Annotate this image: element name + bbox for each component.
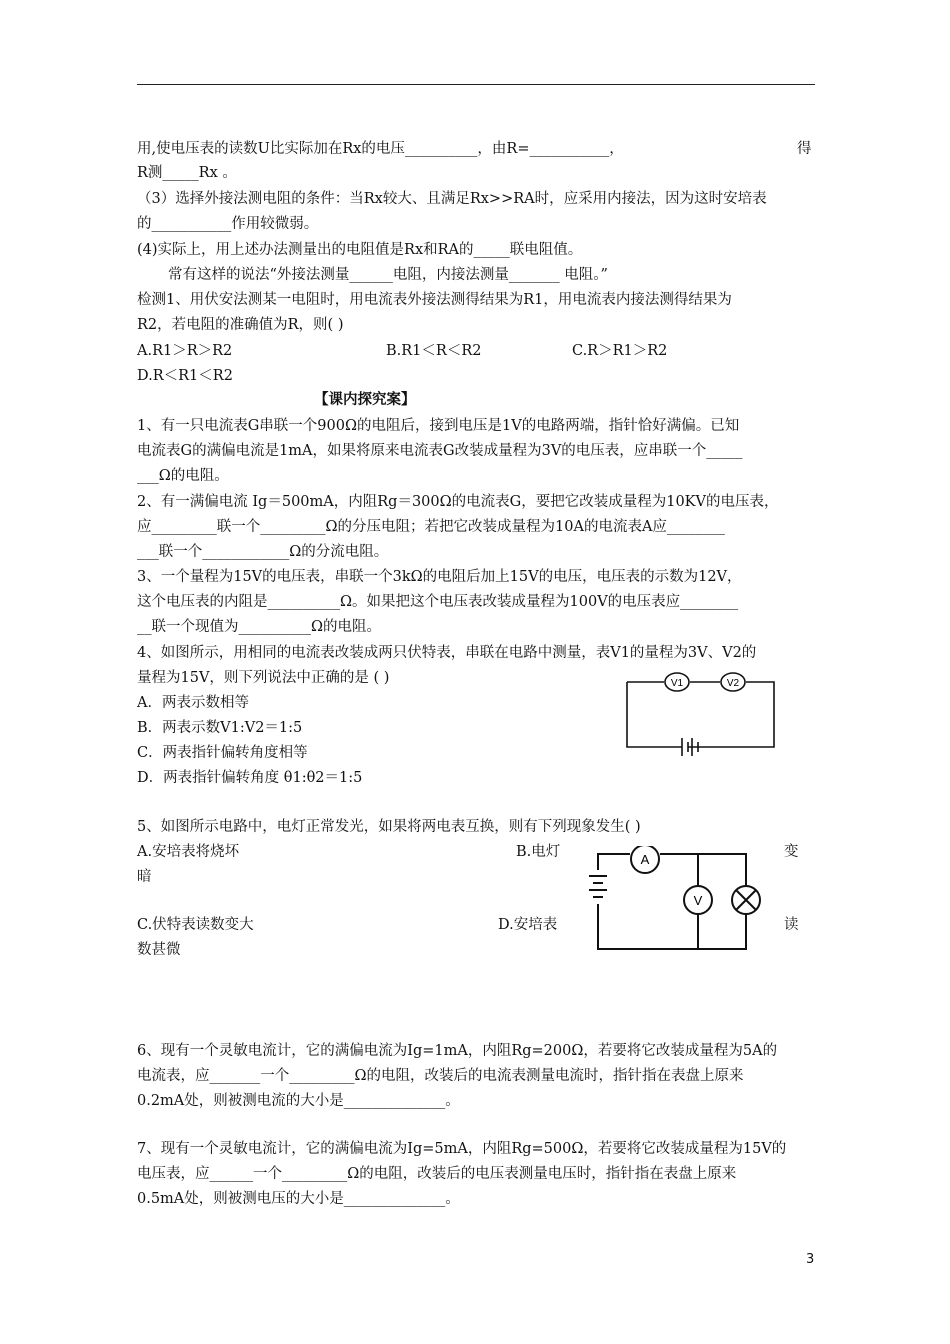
text-line: 应_________联一个_________Ω的分压电阻；若把它改装成量程为10A的电流表A应________ xyxy=(137,519,725,535)
text-line: R2，若电阻的准确值为R，则( ) xyxy=(137,317,344,333)
text-line: 6、现有一个灵敏电流计，它的满偏电流为Ig=1mA，内阻Rg=200Ω，若要将它改装成量程为5A的 xyxy=(137,1043,778,1059)
voltmeter-icon xyxy=(684,886,712,914)
lamp-icon xyxy=(732,886,760,914)
text-line: 电压表，应______一个_________Ω的电阻，改装后的电压表测量电压时，指针指在表盘上原来 xyxy=(137,1166,737,1182)
text-line: 变 xyxy=(784,844,799,860)
text-line: 量程为15V，则下列说法中正确的是 ( ) xyxy=(137,670,390,686)
text-line: 读 xyxy=(784,917,799,933)
text-line: 得 xyxy=(797,141,812,157)
text-line: R测_____Rx 。 xyxy=(137,165,237,181)
text-line: D.安培表 xyxy=(498,917,558,933)
text-line: ___Ω的电阻。 xyxy=(137,468,229,484)
text-line: C．两表指针偏转角度相等 xyxy=(137,745,308,761)
text-line: __联一个现值为__________Ω的电阻。 xyxy=(137,619,382,635)
svg-text:A: A xyxy=(640,852,650,867)
text-line: 常有这样的说法“外接法测量______电阻，内接法测量_______ 电阻。” xyxy=(168,267,608,283)
text-line: ___联一个____________Ω的分流电阻。 xyxy=(137,544,389,560)
text-line: A.R1＞R＞R2 xyxy=(137,343,233,359)
circuit-figure-lamp xyxy=(588,846,770,954)
svg-text:V2: V2 xyxy=(726,678,740,689)
header-rule xyxy=(137,84,815,85)
text-line: C.R＞R1＞R2 xyxy=(572,343,668,359)
text-line: （3）选择外接法测电阻的条件：当Rx较大、且满足Rx>>RA时，应采用内接法，因为这时安培表 xyxy=(137,191,767,207)
text-line: 电流表，应_______一个_________Ω的电阻，改装后的电流表测量电流时，指针指在表盘上原来 xyxy=(137,1068,744,1084)
ammeter-icon xyxy=(631,846,659,873)
text-line: C.伏特表读数变大 xyxy=(137,917,254,933)
text-line: (4)实际上，用上述办法测量出的电阻值是Rx和RA的_____联电阻值。 xyxy=(137,242,583,258)
text-line: 2、有一满偏电流 Ig＝500mA，内阻Rg＝300Ω的电流表G，要把它改装成量程为10KV的电压表， xyxy=(137,494,779,510)
text-line: 的___________作用较微弱。 xyxy=(137,216,319,232)
voltmeter-v2-icon xyxy=(721,673,745,691)
text-line: B．两表示数V1:V2＝1:5 xyxy=(137,720,303,736)
page-number: 3 xyxy=(806,1252,815,1267)
text-line: 用,使电压表的读数U比实际加在Rx的电压__________，由R=___________， xyxy=(137,141,624,157)
text-line: 3、一个量程为15V的电压表，串联一个3kΩ的电阻后加上15V的电压，电压表的示数为12V， xyxy=(137,569,742,585)
text-line: D．两表指针偏转角度 θ1:θ2＝1:5 xyxy=(137,770,363,786)
text-line: 数甚微 xyxy=(137,942,181,958)
text-line: 这个电压表的内阻是__________Ω。如果把这个电压表改装成量程为100V的电压表应________ xyxy=(137,594,739,610)
text-line: 5、如图所示电路中，电灯正常发光，如果将两电表互换，则有下列现象发生( ) xyxy=(137,819,641,835)
text-line: 检测1、用伏安法测某一电阻时，用电流表外接法测得结果为R1，用电流表内接法测得结果为 xyxy=(137,292,732,308)
voltmeter-v1-icon xyxy=(665,673,689,691)
text-line: 电流表G的满偏电流是1mA，如果将原来电流表G改装成量程为3V的电压表，应串联一个_____ xyxy=(137,443,743,459)
text-line: B.R1＜R＜R2 xyxy=(386,343,482,359)
text-line: 0.5mA处，则被测电压的大小是______________。 xyxy=(137,1191,460,1207)
text-line: B.电灯 xyxy=(516,844,561,860)
text-line: 7、现有一个灵敏电流计，它的满偏电流为Ig=5mA，内阻Rg=500Ω，若要将它改装成量程为15V的 xyxy=(137,1141,787,1157)
text-line: 4、如图所示，用相同的电流表改装成两只伏特表，串联在电路中测量，表V1的量程为3V、V2的 xyxy=(137,645,757,661)
text-line: A.安培表将烧坏 xyxy=(137,844,240,860)
circuit-figure-voltmeters xyxy=(622,670,782,762)
text-line: 0.2mA处，则被测电流的大小是______________。 xyxy=(137,1093,460,1109)
text-line: D.R＜R1＜R2 xyxy=(137,368,233,384)
text-line: A．两表示数相等 xyxy=(137,695,249,711)
svg-text:V1: V1 xyxy=(670,678,684,689)
text-line: 1、有一只电流表G串联一个900Ω的电阻后，接到电压是1V的电路两端，指针恰好满偏。已知 xyxy=(137,418,740,434)
text-line: 暗 xyxy=(137,869,152,885)
section-heading: 【课内探究案】 xyxy=(314,391,416,408)
svg-text:V: V xyxy=(693,893,703,908)
